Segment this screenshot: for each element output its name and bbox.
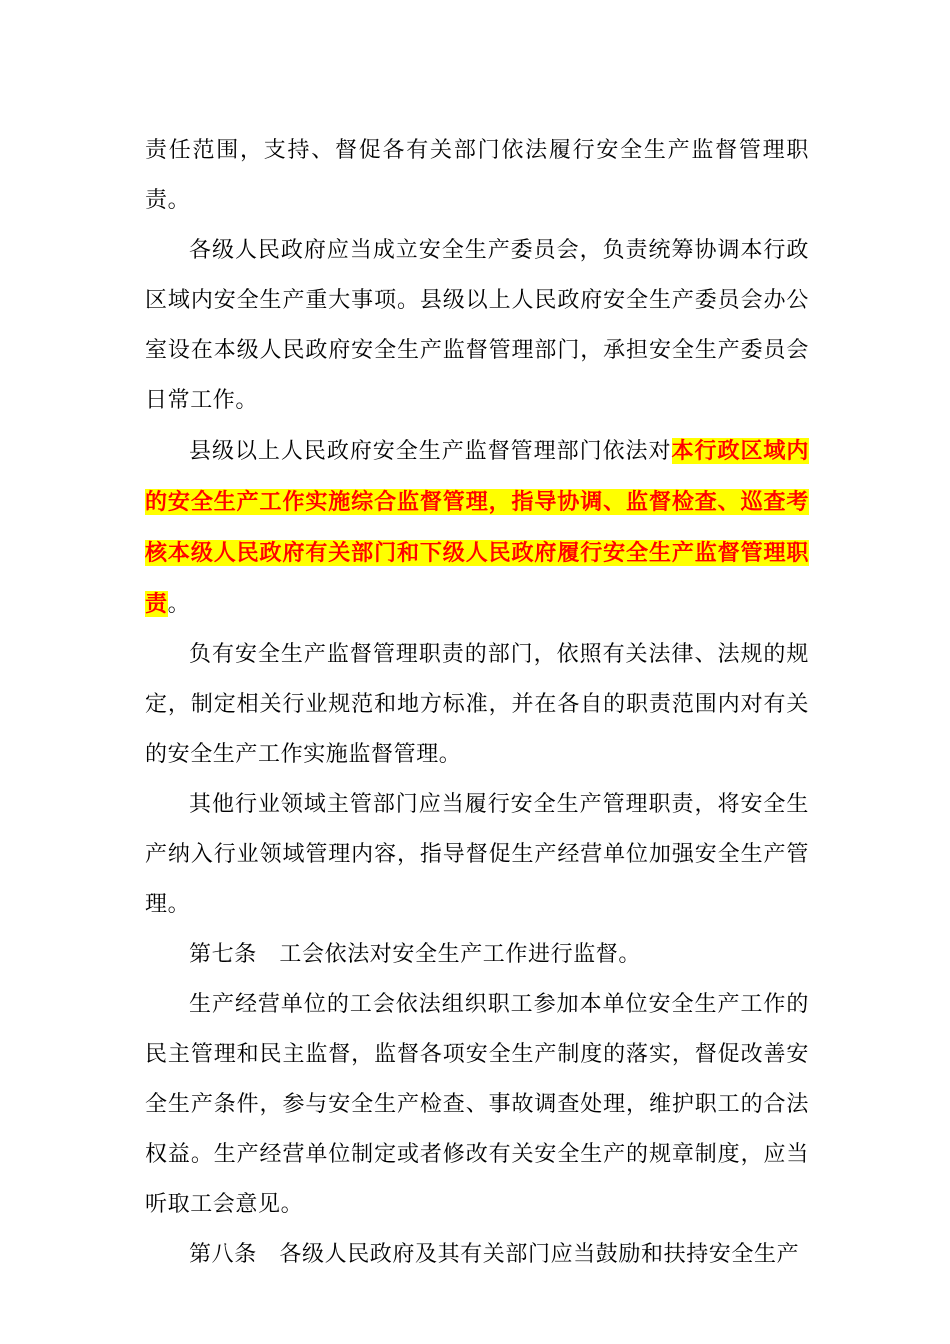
article-8-heading: 第八条 各级人民政府及其有关部门应当鼓励和扶持安全生产 <box>189 1242 800 1267</box>
paragraph-trade-union: 生产经营单位的工会依法组织职工参加本单位安全生产工作的民主管理和民主监督，监督各项安全生产制度的落实，督促改善安全生产条件，参与安全生产检查、事故调查处理，维护职工的合法权益。生产经营单位制定或者修改有关安全生产的规章制度，应当听取工会意见。 <box>145 992 809 1217</box>
paragraph-text-after-highlight: 。 <box>167 592 191 617</box>
paragraph-supervision-department <box>145 426 809 630</box>
paragraph-continuation: 责任范围，支持、督促各有关部门依法履行安全生产监督管理职责。 <box>145 138 809 213</box>
paragraph-text-before-highlight: 县级以上人民政府安全生产监督管理部门依法对 <box>189 439 672 464</box>
highlighted-text: 本行政区域内的安全生产工作实施综合监督管理，指导协调、监督检查、巡查考核本级人民政府有关部门和下级人民政府履行安全生产监督管理职责 <box>145 438 809 617</box>
article-7-heading: 第七条 工会依法对安全生产工作进行监督。 <box>189 942 642 967</box>
paragraph-industry-departments: 其他行业领域主管部门应当履行安全生产管理职责，将安全生产纳入行业领域管理内容，指导督促生产经营单位加强安全生产管理。 <box>145 792 809 917</box>
paragraph-responsible-departments: 负有安全生产监督管理职责的部门，依照有关法律、法规的规定，制定相关行业规范和地方标准，并在各自的职责范围内对有关的安全生产工作实施监督管理。 <box>145 642 809 767</box>
document-page <box>145 126 809 1280</box>
paragraph-safety-committee: 各级人民政府应当成立安全生产委员会，负责统筹协调本行政区域内安全生产重大事项。县级以上人民政府安全生产委员会办公室设在本级人民政府安全生产监督管理部门，承担安全生产委员会日常工作。 <box>145 238 809 413</box>
